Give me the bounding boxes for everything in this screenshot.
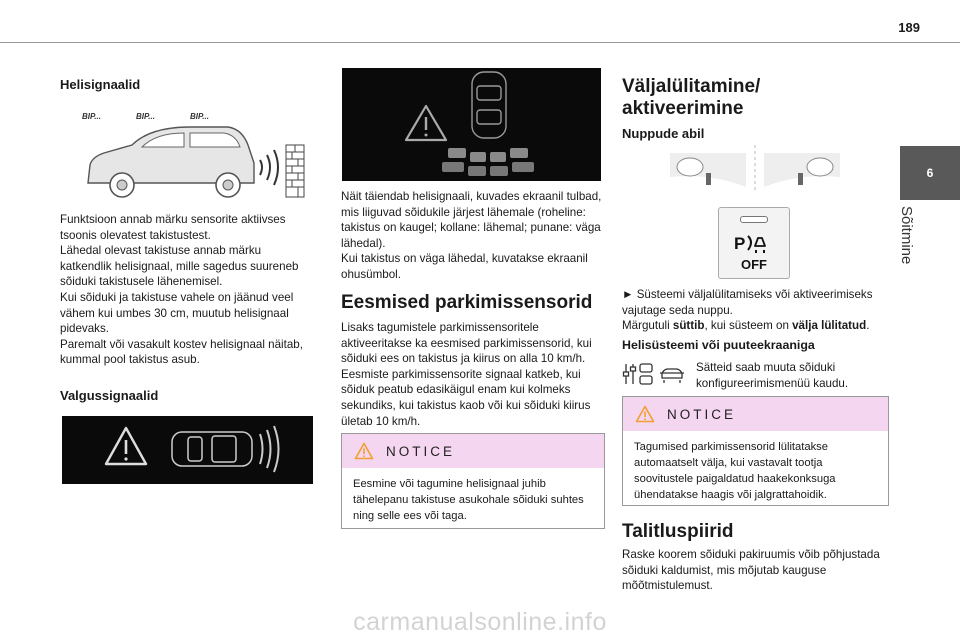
dashboard-buttons-illustration — [670, 143, 840, 195]
settings-text: Sätteid saab muuta sõiduki konfigureerimismenüü kaudu. — [696, 361, 849, 390]
heading-valjalulitamine: Väljalülitamine/ aktiveerimine — [622, 76, 761, 119]
bip-label: BIP... — [82, 112, 101, 121]
watermark[interactable]: carmanualsonline.info — [353, 608, 607, 636]
chapter-tab[interactable]: 6 — [900, 146, 960, 200]
notice-text: Eesmine või tagumine helisignaal juhib tähelepanu takistuse asukohale sõiduki suhtes ning selle ees või taga. — [353, 478, 584, 522]
bip-label: BIP... — [136, 112, 155, 121]
heading-talitluspiirid: Talitluspiirid — [622, 521, 734, 542]
settings-sliders-icon — [624, 364, 653, 384]
heading-valgussignaalid: Valgussignaalid — [60, 388, 159, 403]
notice-box — [622, 396, 889, 506]
sensor-zones-icon — [442, 148, 534, 176]
col2-paragraph-2: Lisaks tagumistele parkimissensoritele aktiveeritakse ka eesmised parkimissensorid, kui sõiduki ees on takistus ja kiirus on alla 10 km/h. Eesmiste parkimissensorite signaal katkeb, kui sõiduk peatub edasikäigul enam kui kolmeks sekundiks, kui takistus kaob või kui sõiduki kiirus ületab 10 km/h. — [341, 321, 592, 428]
heading-helisignaalid: Helisignaalid — [60, 77, 141, 92]
park-assist-off-button[interactable] — [718, 207, 790, 279]
sensor-bars-icon — [260, 426, 279, 472]
notice-header — [342, 434, 604, 468]
parking-screen-image — [342, 68, 601, 181]
warning-triangle-icon — [406, 106, 446, 140]
col2-paragraph: Näit täiendab helisignaali, kuvades ekraanil tulbad, mis liiguvad sõidukile järjest lähemale (roheline: takistus on kaugel; kollane: lähemal; punane: väga lähedal). Kui takistus on väga lähedal, kuvatakse ekraanil ohusümbol. — [341, 190, 602, 281]
bip-label: BIP... — [190, 112, 209, 121]
indicator-light — [740, 216, 768, 223]
col1-paragraph: Funktsioon annab märku sensorite aktiivses tsoonis olevatest takistustest. Lähedal olevast takistuse annab märku katkendlik helisignaal, mille sagedus suureneb sõiduki takistusele lähenemisel. Kui sõiduki ja takistuse vahele on jäänud veel vähem kui umbes 30 cm, muutub helisignaal pidevaks. Paremalt või vasakult kostev helisignaal näitab, kummal pool takistus asub. — [60, 213, 303, 367]
page-number: 189 — [898, 20, 920, 35]
light-signal-screen — [62, 416, 313, 484]
notice-label: NOTICE — [667, 406, 737, 422]
car-drawing — [88, 127, 254, 197]
car-icon — [660, 369, 684, 383]
wall — [286, 145, 304, 197]
notice-text: Tagumised parkimissensorid lülitatakse automaatselt välja, kui vastavalt tootja soovitustele paigaldatud haakekonksuga ühendatakse haagis või jalgrattahoidik. — [634, 441, 836, 501]
notice-box — [341, 433, 605, 529]
col3-paragraph-last: Raske koorem sõiduki pakiruumis võib põhjustada sõiduki kaldumist, mis mõjutab kauguse mõõtmistulemust. — [622, 548, 880, 593]
heading-eesmised-parkimissensorid: Eesmised parkimissensorid — [341, 292, 593, 313]
heading-helisusteemi: Helisüsteemi või puuteekraaniga — [622, 338, 815, 352]
col3-paragraph: ► Süsteemi väljalülitamiseks või aktiveerimiseks vajutage seda nuppu. Märgutuli süttib, kui süsteem on välja lülitatud. — [622, 288, 873, 333]
notice-header — [623, 397, 888, 431]
car-sound-illustration — [60, 105, 310, 205]
svg-text:P: P — [734, 234, 746, 253]
warning-triangle-icon — [106, 428, 146, 464]
off-label: OFF — [741, 257, 767, 272]
parking-sensor-icon — [734, 232, 776, 256]
sound-waves — [260, 150, 278, 185]
car-top-view-icon — [472, 72, 506, 138]
heading-nuppude-abil: Nuppude abil — [622, 126, 705, 141]
notice-label: NOTICE — [386, 443, 456, 459]
chapter-title: Sõitmine — [898, 206, 915, 265]
header-divider — [0, 42, 960, 43]
car-top-view-icon — [172, 432, 252, 466]
settings-icons — [622, 360, 684, 388]
warning-icon — [635, 405, 655, 423]
warning-icon — [354, 442, 374, 460]
